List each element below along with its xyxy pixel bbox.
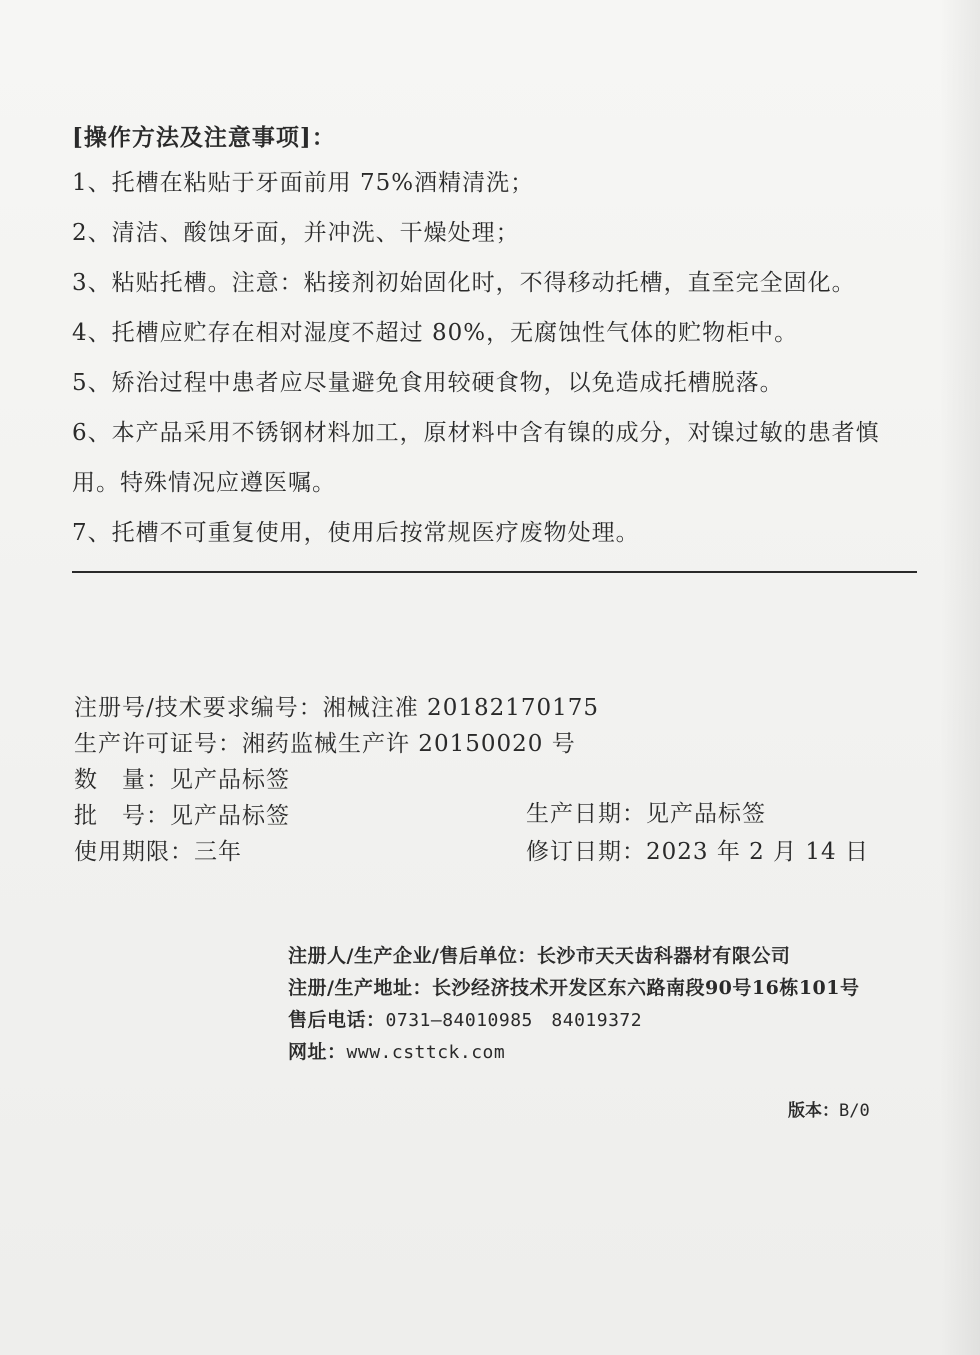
version-label: 版本： (788, 1101, 839, 1121)
revision-date: 修订日期：2023 年 2 月 14 日 (526, 839, 869, 865)
page-edge-shadow (940, 0, 980, 1355)
instruction-item-2: 2、清洁、酸蚀牙面，并冲洗、干燥处理； (72, 220, 520, 246)
company-registrant: 注册人/生产企业/售后单位：长沙市天天齿科器材有限公司 (288, 945, 791, 967)
shelf-life: 使用期限：三年 (74, 839, 242, 865)
phone-label: 售后电话： (288, 1009, 386, 1031)
instructions-section (72, 118, 932, 558)
instruction-item-3: 3、粘贴托槽。注意：粘接剂初始固化时，不得移动托槽，直至完全固化。 (72, 270, 856, 296)
instruction-item-5: 5、矫治过程中患者应尽量避免食用较硬食物，以免造成托槽脱落。 (72, 370, 784, 396)
company-website (288, 1036, 859, 1068)
instructions-title: [操作方法及注意事项]： (72, 124, 336, 151)
batch-number: 批 号：见产品标签 (74, 803, 290, 829)
phone-number: 0731—84010985 84019372 (385, 1010, 643, 1031)
quantity: 数 量：见产品标签 (74, 767, 290, 793)
product-info-right (526, 795, 869, 871)
company-info (288, 940, 859, 1068)
website-label: 网址： (288, 1041, 347, 1063)
product-info-left (74, 690, 599, 870)
company-phone (288, 1004, 859, 1036)
production-date: 生产日期：见产品标签 (526, 801, 766, 827)
website-url: www.csttck.com (346, 1042, 506, 1063)
registration-number: 注册号/技术要求编号：湘械注准 20182170175 (74, 695, 600, 721)
version-info (788, 1096, 870, 1121)
production-license: 生产许可证号：湘药监械生产许 20150020 号 (74, 731, 576, 757)
instruction-item-6: 6、本产品采用不锈钢材料加工，原材料中含有镍的成分，对镍过敏的患者慎用。特殊情况应遵医嘱。 (72, 420, 880, 496)
instruction-item-1: 1、托槽在粘贴于牙面前用 75%酒精清洗； (72, 170, 535, 196)
section-divider (72, 571, 917, 573)
instruction-item-7: 7、托槽不可重复使用，使用后按常规医疗废物处理。 (72, 520, 640, 546)
instruction-item-4: 4、托槽应贮存在相对湿度不超过 80%，无腐蚀性气体的贮物柜中。 (72, 320, 799, 346)
company-address: 注册/生产地址：长沙经济技术开发区东六路南段90号16栋101号 (288, 977, 860, 999)
version-value: B/0 (839, 1101, 870, 1121)
